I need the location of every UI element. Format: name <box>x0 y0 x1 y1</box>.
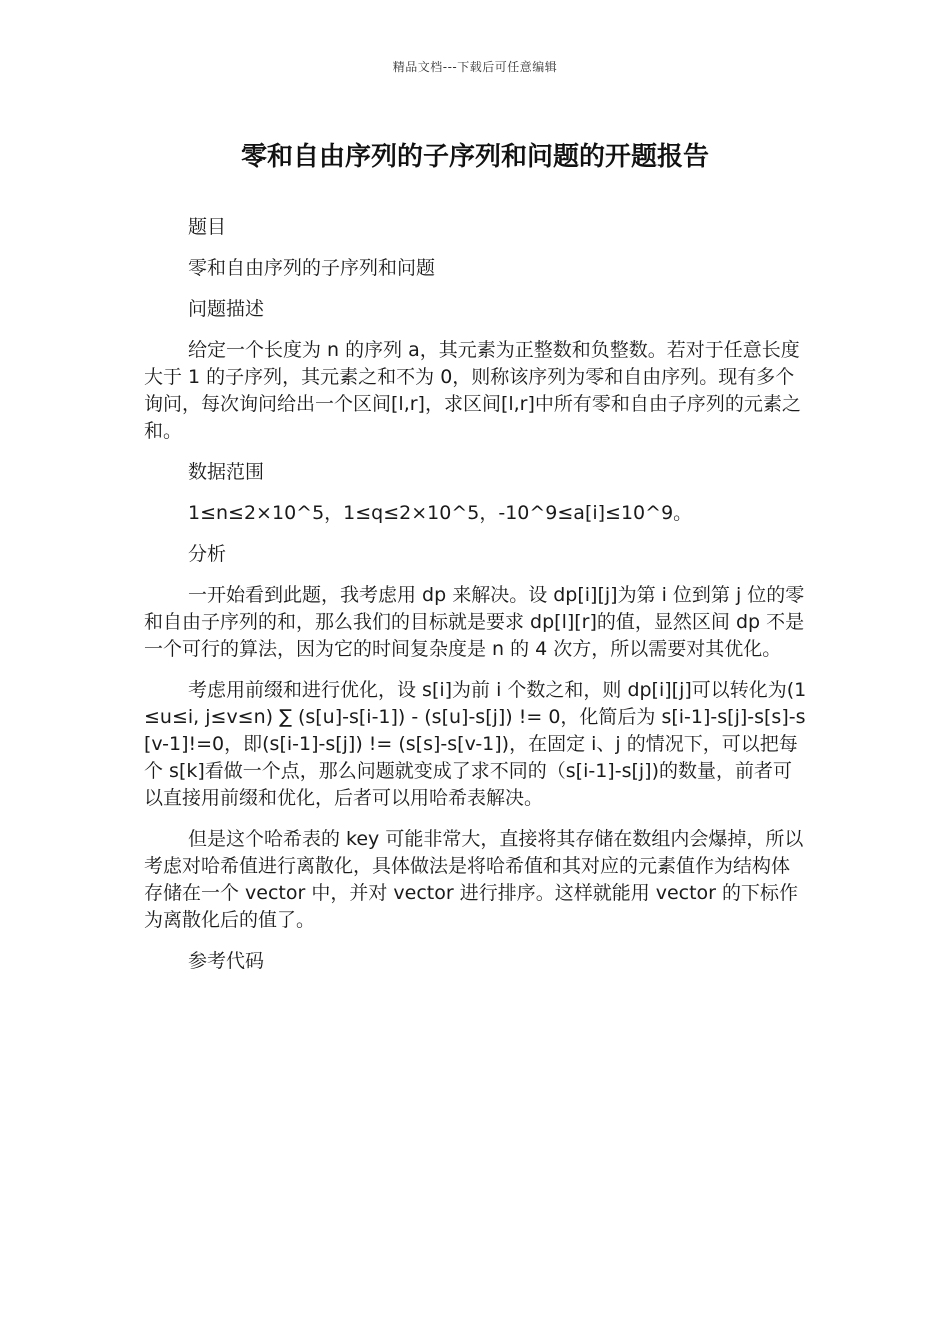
document-body <box>144 214 808 989</box>
header-note: 精品文档---下载后可任意编辑 <box>392 60 558 74</box>
topic-heading: 题目 <box>188 216 227 238</box>
topic-text: 零和自由序列的子序列和问题 <box>188 257 436 279</box>
range-heading: 数据范围 <box>188 461 265 483</box>
analysis-paragraph-3: 但是这个哈希表的 key 可能非常大，直接将其存储在数组内会爆掉，所以考虑对哈希值进行离散化，具体做法是将哈希值和其对应的元素值作为结构体存储在一个 vector 中，并对 vector 进行排序。这样就能用 vector 的下标作为离散化后的值了。 <box>144 828 804 931</box>
analysis-heading: 分析 <box>188 543 227 565</box>
problem-heading: 问题描述 <box>188 298 265 320</box>
analysis-paragraph-1: 一开始看到此题，我考虑用 dp 来解决。设 dp[i][j]为第 i 位到第 j 位的零和自由子序列的和，那么我们的目标就是要求 dp[l][r]的值，显然区间 dp 不是一个可行的算法，因为它的时间复杂度是 n 的 4 次方，所以需要对其优化。 <box>144 584 805 660</box>
problem-description: 给定一个长度为 n 的序列 a，其元素为正整数和负整数。若对于任意长度大于 1 的子序列，其元素之和不为 0，则称该序列为零和自由序列。现有多个询问，每次询问给出一个区间[l,r]，求区间[l,r]中所有零和自由子序列的元素之和。 <box>144 339 801 442</box>
analysis-paragraph-2: 考虑用前缀和进行优化，设 s[i]为前 i 个数之和，则 dp[i][j]可以转化为(1≤u≤i, j≤v≤n) ∑ (s[u]-s[i-1]) - (s[u]-s[j]) != 0，化简后为 s[i-1]-s[j]-s[s]-s[v-1]!=0，即(s[i-1]-s[j]) != (s[s]-s[v-1])，在固定 i、j 的情况下，可以把每个 s[k]看做一个点，那么问题就变成了求不同的（s[i-1]-s[j])的数量，前者可以直接用前缀和优化，后者可以用哈希表解决。 <box>144 679 807 809</box>
range-text: 1≤n≤2×10^5，1≤q≤2×10^5，-10^9≤a[i]≤10^9。 <box>188 502 693 524</box>
document-title: 零和自由序列的子序列和问题的开题报告 <box>240 142 709 172</box>
code-heading: 参考代码 <box>188 950 265 972</box>
